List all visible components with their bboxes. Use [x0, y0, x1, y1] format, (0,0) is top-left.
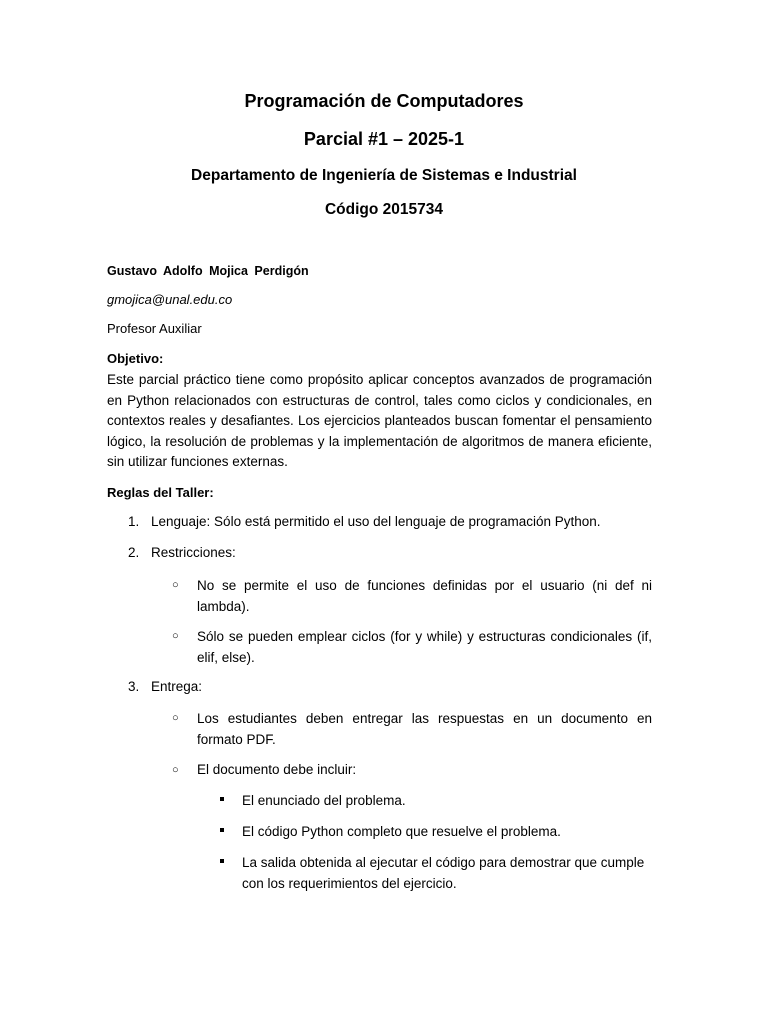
- delivery-item: Los estudiantes deben entregar las respuestas en un documento en formato PDF.: [197, 711, 652, 747]
- square-bullet-icon: [220, 828, 224, 832]
- square-bullet-icon: [220, 797, 224, 801]
- exam-title: Parcial #1 – 2025-1: [303, 129, 465, 149]
- document-requirement: El código Python completo que resuelve el problema.: [242, 824, 561, 839]
- restriction-item: No se permite el uso de funciones definidas por el usuario (ni def ni lambda).: [197, 578, 652, 614]
- delivery-item: El documento debe incluir:: [197, 762, 357, 777]
- author-email: gmojica@unal.edu.co: [107, 292, 233, 307]
- rule-number: 2.: [128, 545, 140, 560]
- rules-label: Reglas del Taller:: [107, 485, 214, 500]
- objective-text: Este parcial práctico tiene como propósito aplicar conceptos avanzados de programación en Python relacionados con estructuras de control, tales como ciclos y condicionales, en contextos reales y desafiantes. Los ejercicios planteados buscan fomentar el pensamiento lógico, la resolución de problemas y la implementación de algoritmos de manera eficiente, sin utilizar funciones externas.: [107, 372, 652, 469]
- circle-bullet-icon: ○: [172, 630, 179, 642]
- rule-number: 1.: [128, 514, 140, 529]
- course-title: Programación de Computadores: [244, 91, 524, 111]
- document-requirement: La salida obtenida al ejecutar el código para demostrar que cumple con los requerimientos del ejercicio.: [242, 855, 645, 891]
- rule-language: Lenguaje: Sólo está permitido el uso del lenguaje de programación Python.: [151, 514, 601, 529]
- rule-restrictions: Restricciones:: [151, 545, 236, 560]
- author-role: Profesor Auxiliar: [107, 321, 202, 336]
- circle-bullet-icon: ○: [172, 579, 179, 591]
- circle-bullet-icon: ○: [172, 712, 179, 724]
- rule-number: 3.: [128, 679, 140, 694]
- square-bullet-icon: [220, 859, 224, 863]
- circle-bullet-icon: ○: [172, 764, 179, 776]
- document-requirement: El enunciado del problema.: [242, 793, 406, 808]
- rule-delivery: Entrega:: [151, 679, 203, 694]
- department-title: Departamento de Ingeniería de Sistemas e Industrial: [191, 167, 577, 184]
- objective-label: Objetivo:: [107, 351, 164, 366]
- author-name: Gustavo Adolfo Mojica Perdigón: [107, 264, 309, 278]
- course-code: Código 2015734: [324, 201, 444, 218]
- restriction-item: Sólo se pueden emplear ciclos (for y while) y estructuras condicionales (if, elif, else).: [197, 629, 652, 665]
